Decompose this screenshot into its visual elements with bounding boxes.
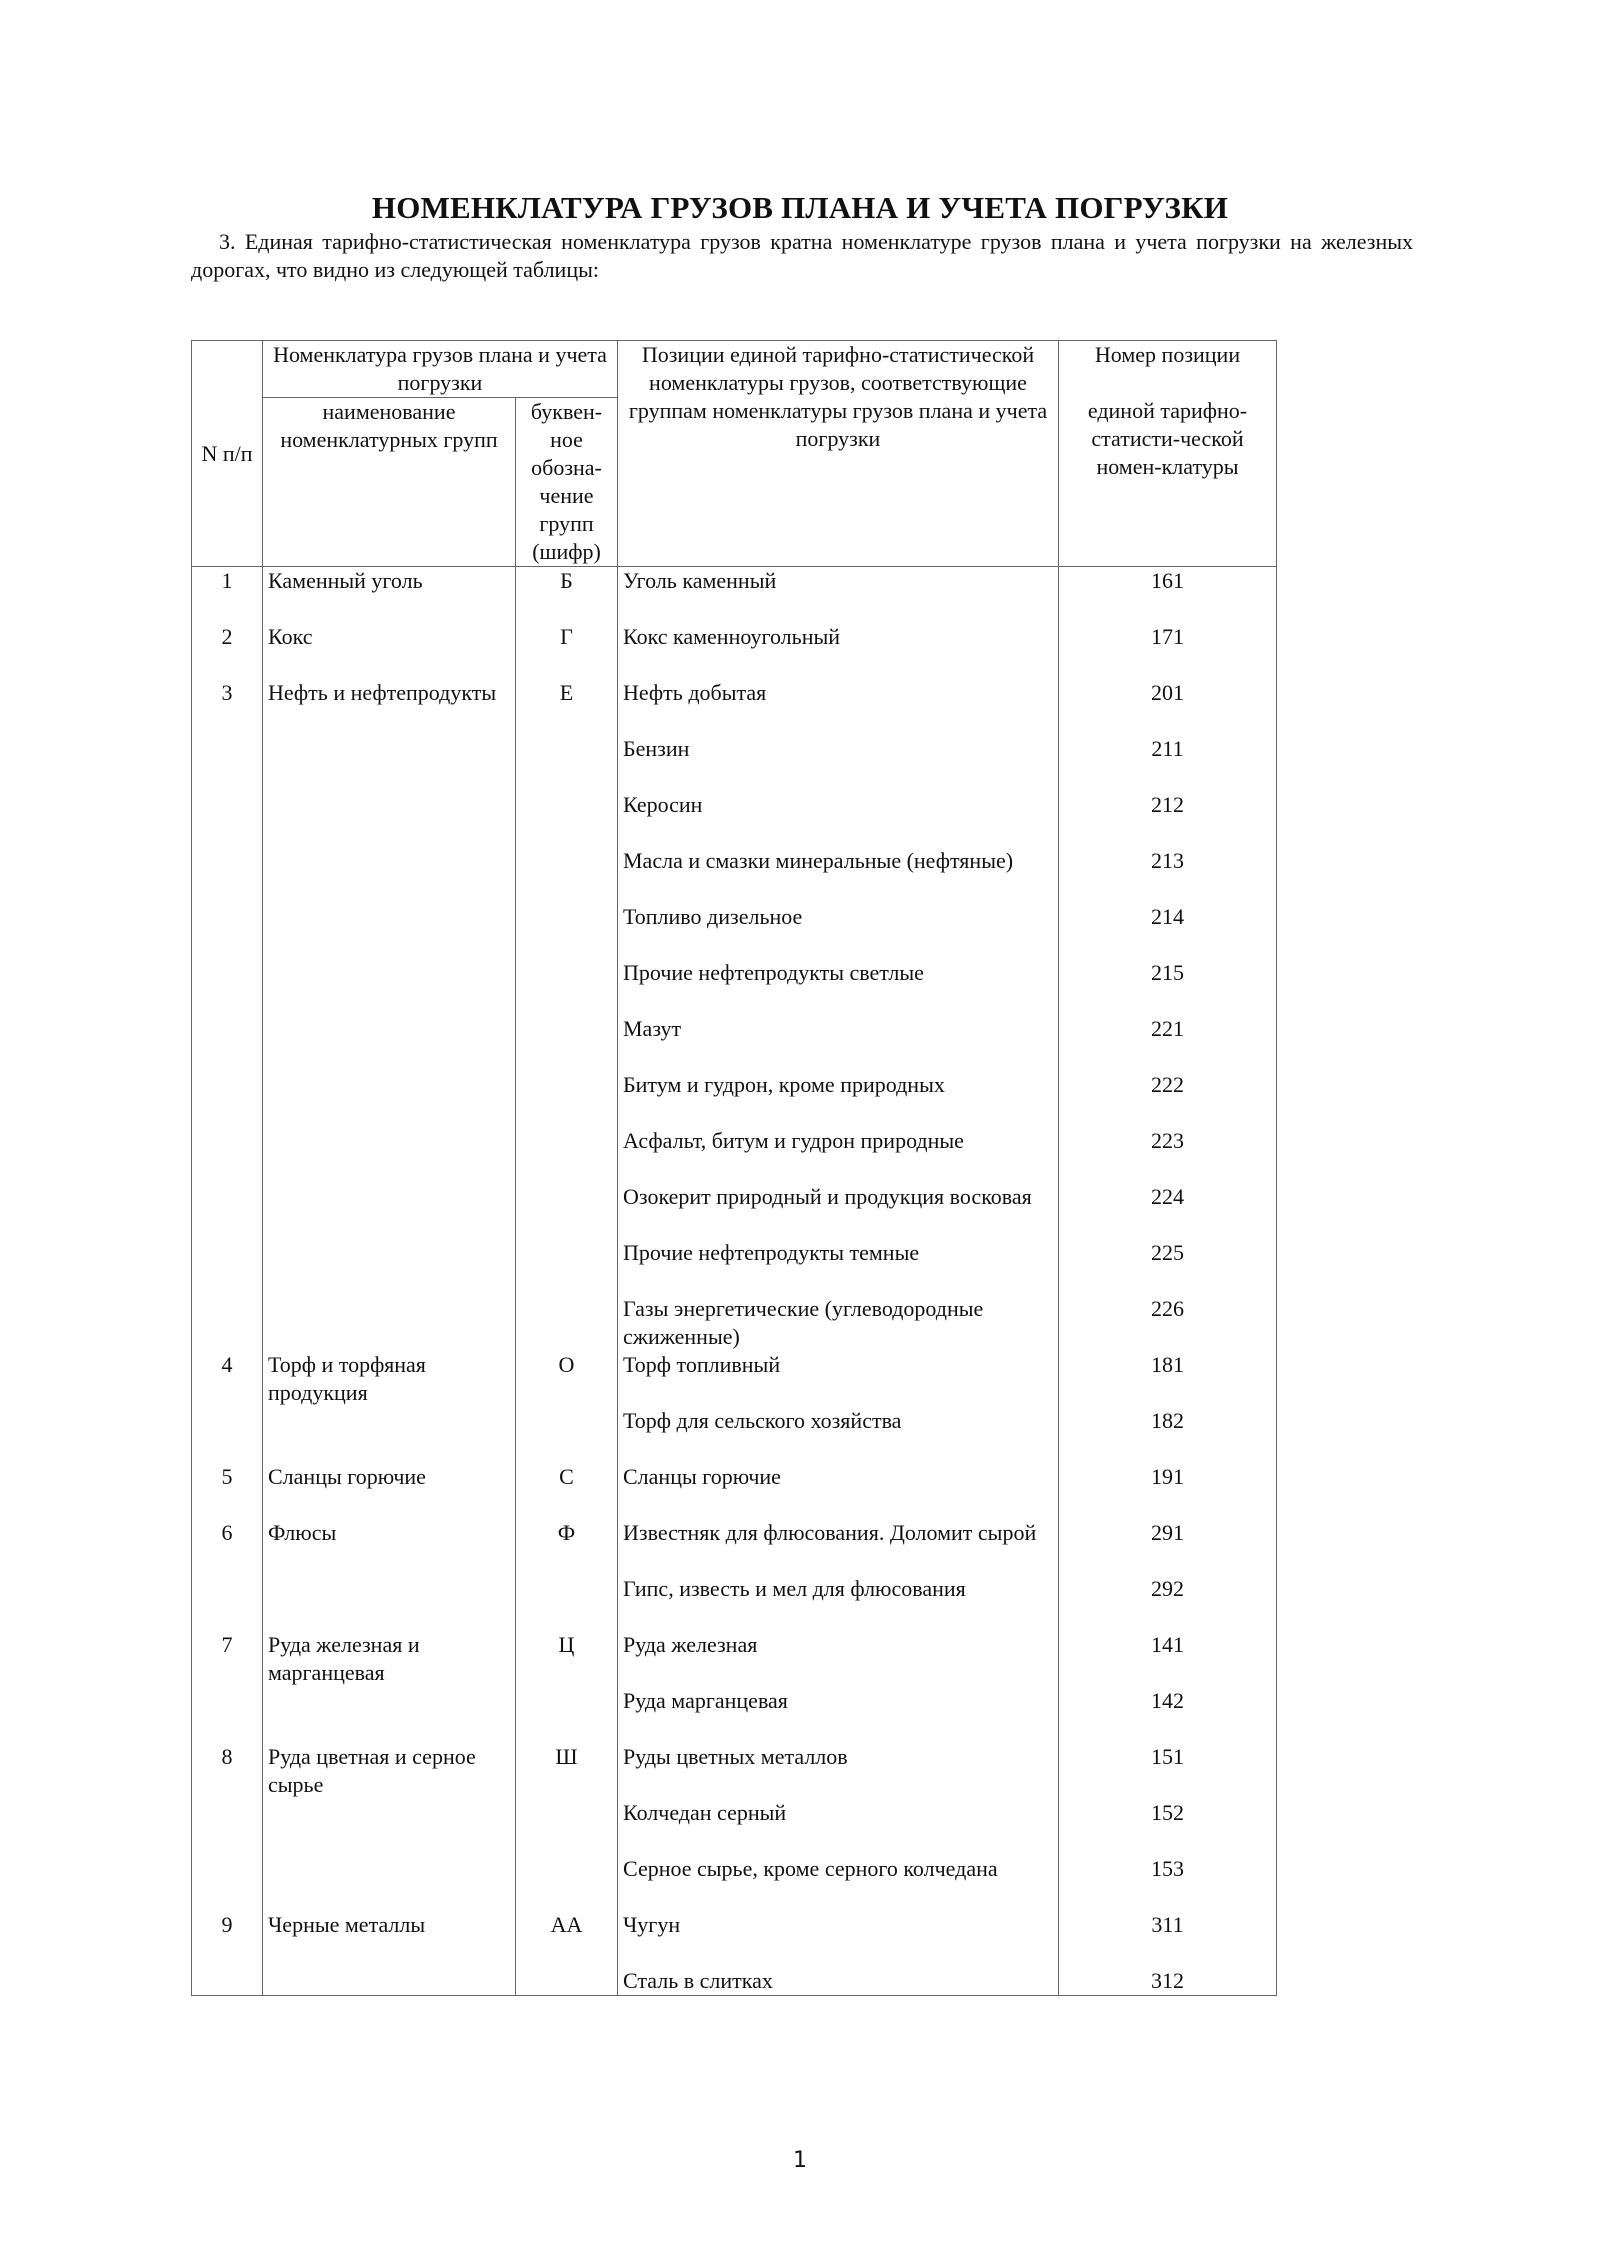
cell-group-name	[263, 1687, 516, 1743]
cell-group-name	[263, 903, 516, 959]
table-row	[192, 1407, 1277, 1463]
cell-position-number: 311	[1059, 1911, 1277, 1967]
intro-paragraph: 3. Единая тарифно-статистическая номенклатура грузов кратна номенклатуре грузов плана и учета погрузки на железных дорогах, что видно из следующей таблицы:	[191, 229, 1413, 282]
cell-num	[192, 1127, 263, 1183]
cell-num: 6	[192, 1519, 263, 1575]
cell-group-name	[263, 959, 516, 1015]
cell-num: 7	[192, 1631, 263, 1687]
cell-position-number: 214	[1059, 903, 1277, 959]
cell-position-number: 226	[1059, 1295, 1277, 1351]
cell-num	[192, 1071, 263, 1127]
cell-position-number: 215	[1059, 959, 1277, 1015]
cell-group-name	[263, 1183, 516, 1239]
table-row	[192, 679, 1277, 735]
table-row	[192, 1127, 1277, 1183]
table-row	[192, 1071, 1277, 1127]
cell-code: Б	[516, 567, 618, 624]
cell-code	[516, 1407, 618, 1463]
cell-num: 4	[192, 1351, 263, 1407]
cell-group-name	[263, 847, 516, 903]
cell-group-name	[263, 1015, 516, 1071]
table-row	[192, 1463, 1277, 1519]
cell-position: Кокс каменноугольный	[618, 623, 1059, 679]
cell-position: Прочие нефтепродукты темные	[618, 1239, 1059, 1295]
cell-position-number: 291	[1059, 1519, 1277, 1575]
cell-num: 2	[192, 623, 263, 679]
table-row	[192, 1295, 1277, 1351]
cell-position: Серное сырье, кроме серного колчедана	[618, 1855, 1059, 1911]
table-row	[192, 903, 1277, 959]
cell-code	[516, 1967, 618, 1996]
cell-num	[192, 959, 263, 1015]
cell-position-number: 292	[1059, 1575, 1277, 1631]
cell-group-name: Черные металлы	[263, 1911, 516, 1967]
cell-num	[192, 1967, 263, 1996]
cell-code	[516, 1855, 618, 1911]
cell-code	[516, 1575, 618, 1631]
cell-group-name: Нефть и нефтепродукты	[263, 679, 516, 735]
cell-position: Асфальт, битум и гудрон природные	[618, 1127, 1059, 1183]
cell-code: Е	[516, 679, 618, 735]
cell-position: Торф топливный	[618, 1351, 1059, 1407]
cell-position: Руда железная	[618, 1631, 1059, 1687]
cell-position-number: 142	[1059, 1687, 1277, 1743]
cell-num: 8	[192, 1743, 263, 1799]
cell-position: Сталь в слитках	[618, 1967, 1059, 1996]
cell-group-name	[263, 1967, 516, 1996]
cell-position-number: 212	[1059, 791, 1277, 847]
cell-code	[516, 1071, 618, 1127]
cell-num	[192, 1239, 263, 1295]
cell-code	[516, 1799, 618, 1855]
table-row	[192, 567, 1277, 624]
cell-group-name	[263, 1127, 516, 1183]
cell-position-number: 151	[1059, 1743, 1277, 1799]
cell-code: Г	[516, 623, 618, 679]
table-row	[192, 1631, 1277, 1687]
cell-num	[192, 847, 263, 903]
cell-group-name	[263, 1239, 516, 1295]
cell-position-number: 312	[1059, 1967, 1277, 1996]
cell-position: Чугун	[618, 1911, 1059, 1967]
page-number: 1	[793, 2148, 807, 2173]
cell-position-number: 222	[1059, 1071, 1277, 1127]
header-positions: Позиции единой тарифно-статистической номенклатуры грузов, соответствующие группам номенклатуры грузов плана и учета погрузки	[618, 341, 1059, 567]
cell-group-name: Кокс	[263, 623, 516, 679]
cell-position: Руды цветных металлов	[618, 1743, 1059, 1799]
table-row	[192, 1183, 1277, 1239]
cell-code: Ш	[516, 1743, 618, 1799]
cell-group-name: Торф и торфяная продукция	[263, 1351, 516, 1407]
cell-group-name: Сланцы горючие	[263, 1463, 516, 1519]
table-row	[192, 735, 1277, 791]
table-row	[192, 847, 1277, 903]
cell-code	[516, 1239, 618, 1295]
cell-position-number: 221	[1059, 1015, 1277, 1071]
cell-position: Уголь каменный	[618, 567, 1059, 624]
cell-position-number: 171	[1059, 623, 1277, 679]
cell-position: Руда марганцевая	[618, 1687, 1059, 1743]
table-row	[192, 1687, 1277, 1743]
cell-num	[192, 1295, 263, 1351]
table-row	[192, 791, 1277, 847]
cell-group-name: Каменный уголь	[263, 567, 516, 624]
table-row	[192, 1351, 1277, 1407]
cell-position: Озокерит природный и продукция восковая	[618, 1183, 1059, 1239]
cell-code: С	[516, 1463, 618, 1519]
cell-group-name: Руда цветная и серное сырье	[263, 1743, 516, 1799]
cell-position-number: 223	[1059, 1127, 1277, 1183]
table-row	[192, 1911, 1277, 1967]
nomenclature-table-wrapper	[191, 340, 1276, 1996]
cell-num	[192, 1015, 263, 1071]
table-body	[192, 567, 1277, 1996]
cell-position: Гипс, известь и мел для флюсования	[618, 1575, 1059, 1631]
cell-position: Торф для сельского хозяйства	[618, 1407, 1059, 1463]
table-row	[192, 1015, 1277, 1071]
table-row	[192, 1799, 1277, 1855]
cell-num: 9	[192, 1911, 263, 1967]
table-row	[192, 1519, 1277, 1575]
cell-position-number: 153	[1059, 1855, 1277, 1911]
cell-group-name	[263, 735, 516, 791]
cell-position: Колчедан серный	[618, 1799, 1059, 1855]
header-code: буквен-ное обозна-чение групп (шифр)	[516, 398, 618, 567]
cell-position-number: 211	[1059, 735, 1277, 791]
cell-num	[192, 1183, 263, 1239]
cell-position: Бензин	[618, 735, 1059, 791]
cell-num	[192, 735, 263, 791]
cell-num	[192, 791, 263, 847]
cell-position: Известняк для флюсования. Доломит сырой	[618, 1519, 1059, 1575]
cell-num	[192, 1407, 263, 1463]
cell-position-number: 181	[1059, 1351, 1277, 1407]
cell-position: Мазут	[618, 1015, 1059, 1071]
cell-group-name	[263, 1295, 516, 1351]
cell-code	[516, 1295, 618, 1351]
cell-group-name	[263, 1575, 516, 1631]
table-row	[192, 1967, 1277, 1996]
cell-position-number: 152	[1059, 1799, 1277, 1855]
cell-position: Сланцы горючие	[618, 1463, 1059, 1519]
cell-code	[516, 903, 618, 959]
cell-group-name: Руда железная и марганцевая	[263, 1631, 516, 1687]
cell-code	[516, 735, 618, 791]
cell-code: АА	[516, 1911, 618, 1967]
table-row	[192, 623, 1277, 679]
cell-code	[516, 959, 618, 1015]
cell-position-number: 224	[1059, 1183, 1277, 1239]
cell-position: Топливо дизельное	[618, 903, 1059, 959]
cell-position: Газы энергетические (углеводородные сжиженные)	[618, 1295, 1059, 1351]
cell-position: Нефть добытая	[618, 679, 1059, 735]
header-position-number	[1059, 341, 1277, 567]
cell-code: Ц	[516, 1631, 618, 1687]
cell-num	[192, 1799, 263, 1855]
cell-position: Битум и гудрон, кроме природных	[618, 1071, 1059, 1127]
cell-code	[516, 1687, 618, 1743]
cell-position-number: 161	[1059, 567, 1277, 624]
table-row	[192, 1239, 1277, 1295]
cell-position: Прочие нефтепродукты светлые	[618, 959, 1059, 1015]
header-posnum-a: Номер позиции	[1094, 342, 1241, 367]
cell-num	[192, 1575, 263, 1631]
cell-num	[192, 903, 263, 959]
cell-code	[516, 791, 618, 847]
cell-code	[516, 1183, 618, 1239]
cell-position-number: 191	[1059, 1463, 1277, 1519]
cell-group-name: Флюсы	[263, 1519, 516, 1575]
cell-num	[192, 1855, 263, 1911]
nomenclature-table	[191, 340, 1277, 1996]
cell-group-name	[263, 1799, 516, 1855]
cell-group-name	[263, 791, 516, 847]
cell-group-name	[263, 1071, 516, 1127]
cell-num: 5	[192, 1463, 263, 1519]
header-posnum-b: единой тарифно-статисти-ческой номен-клатуры	[1087, 398, 1248, 479]
cell-position-number: 213	[1059, 847, 1277, 903]
header-group: Номенклатура грузов плана и учета погрузки	[263, 341, 618, 398]
page-title: НОМЕНКЛАТУРА ГРУЗОВ ПЛАНА И УЧЕТА ПОГРУЗКИ	[371, 190, 1229, 225]
cell-group-name	[263, 1407, 516, 1463]
cell-position: Керосин	[618, 791, 1059, 847]
cell-position-number: 141	[1059, 1631, 1277, 1687]
cell-position: Масла и смазки минеральные (нефтяные)	[618, 847, 1059, 903]
cell-code: О	[516, 1351, 618, 1407]
header-name: наименование номенклатурных групп	[263, 398, 516, 567]
table-row	[192, 1743, 1277, 1799]
table-row	[192, 1855, 1277, 1911]
cell-position-number: 225	[1059, 1239, 1277, 1295]
cell-position-number: 182	[1059, 1407, 1277, 1463]
cell-group-name	[263, 1855, 516, 1911]
header-num: N п/п	[192, 341, 263, 567]
table-row	[192, 1575, 1277, 1631]
cell-num	[192, 1687, 263, 1743]
cell-code	[516, 1127, 618, 1183]
cell-code	[516, 1015, 618, 1071]
table-row	[192, 959, 1277, 1015]
cell-num: 3	[192, 679, 263, 735]
cell-num: 1	[192, 567, 263, 624]
cell-code: Ф	[516, 1519, 618, 1575]
cell-code	[516, 847, 618, 903]
cell-position-number: 201	[1059, 679, 1277, 735]
